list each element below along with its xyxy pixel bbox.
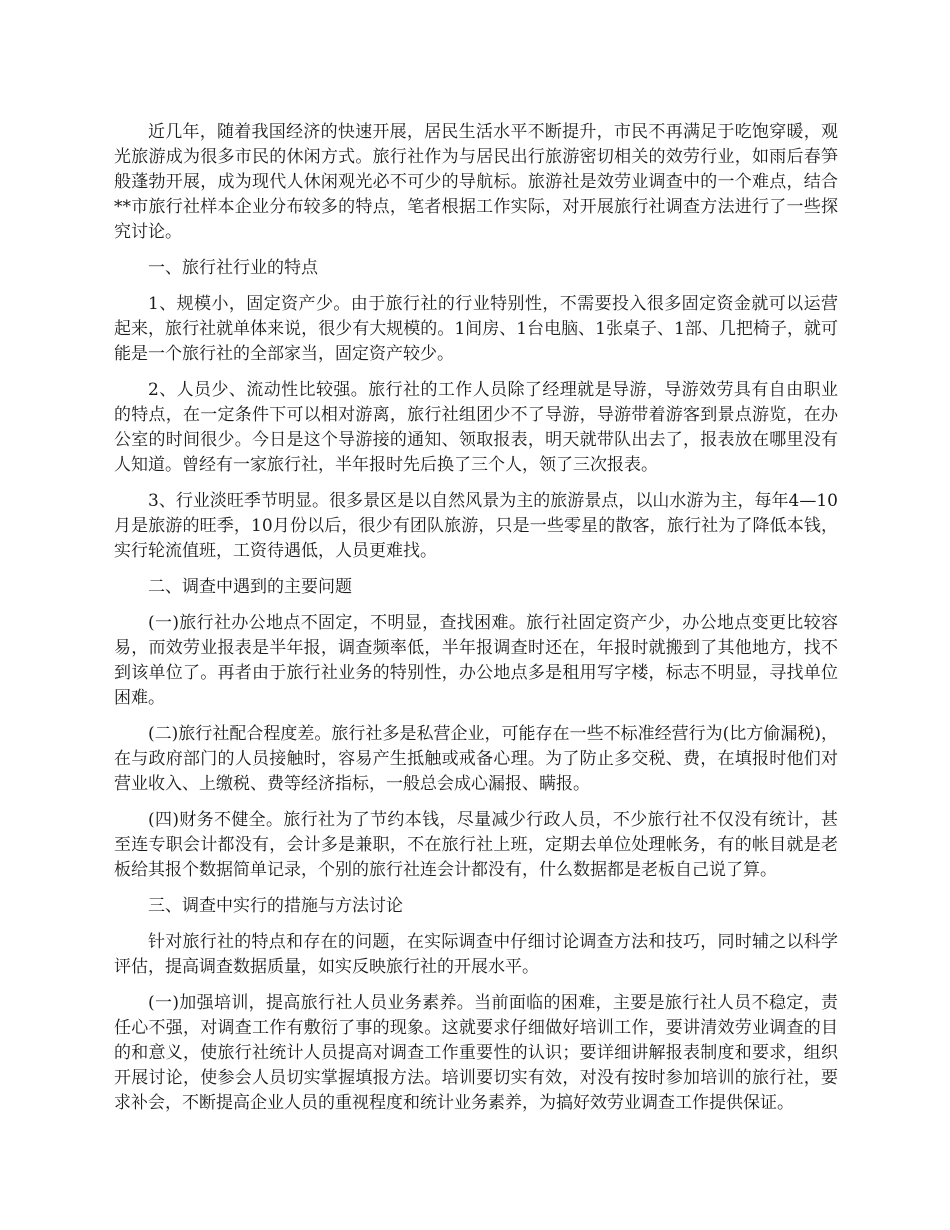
paragraph-cooperation-issue: (二)旅行社配合程度差。旅行社多是私营企业，可能存在一些不标准经营行为(比方偷漏税)，在与政府部门的人员接触时，容易产生抵触或戒备心理。为了防止多交税、费，在填报时他们对营业收入、上缴税、费等经济指标，一般总会成心漏报、瞒报。 (114, 724, 838, 794)
section-heading-1: 一、旅行社行业的特点 (148, 258, 318, 278)
paragraph-staff-mobility: 2、人员少、流动性比较强。旅行社的工作人员除了经理就是导游，导游效劳具有自由职业的特点，在一定条件下可以相对游离，旅行社组团少不了导游，导游带着游客到景点游览，在办公室的时间很少。今日是这个导游接的通知、领取报表，明天就带队出去了，报表放在哪里没有人知道。曾经有一家旅行社，半年报时先后换了三个人，领了三次报表。 (114, 380, 838, 475)
document-body (114, 120, 838, 1127)
section-heading-3: 三、调查中实行的措施与方法讨论 (148, 896, 403, 916)
paragraph-scale-small: 1、规模小，固定资产少。由于旅行社的行业特别性，不需要投入很多固定资金就可以运营起来，旅行社就单体来说，很少有大规模的。1间房、1台电脑、1张桌子、1部、几把椅子，就可能是一个旅行社的全部家当，固定资产较少。 (114, 294, 838, 364)
paragraph-approach: 针对旅行社的特点和存在的问题，在实际调查中仔细讨论调查方法和技巧，同时辅之以科学评估，提高调查数据质量，如实反映旅行社的开展水平。 (114, 932, 838, 977)
paragraph-training: (一)加强培训，提高旅行社人员业务素养。当前面临的困难，主要是旅行社人员不稳定，责任心不强，对调查工作有敷衍了事的现象。这就要求仔细做好培训工作，要讲清效劳业调查的目的和意义，使旅行社统计人员提高对调查工作重要性的认识；要详细讲解报表制度和要求，组织开展讨论，使参会人员切实掌握填报方法。培训要切实有效，对没有按时参加培训的旅行社，要求补会，不断提高企业人员的重视程度和统计业务素养，为搞好效劳业调查工作提供保证。 (114, 993, 838, 1113)
paragraph-seasonality: 3、行业淡旺季节明显。很多景区是以自然风景为主的旅游景点，以山水游为主，每年4—10月是旅游的旺季，10月份以后，很少有团队旅游，只是一些零星的散客，旅行社为了降低本钱，实行轮流值班，工资待遇低，人员更难找。 (114, 491, 838, 561)
paragraph-location-issue: (一)旅行社办公地点不固定，不明显，查找困难。旅行社固定资产少，办公地点变更比较容易，而效劳业报表是半年报，调查频率低，半年报调查时还在，年报时就搬到了其他地方，找不到该单位了。再者由于旅行社业务的特别性，办公地点多是租用写字楼，标志不明显，寻找单位困难。 (114, 613, 838, 708)
section-heading-2: 二、调查中遇到的主要问题 (148, 577, 352, 597)
intro-paragraph: 近几年，随着我国经济的快速开展，居民生活水平不断提升，市民不再满足于吃饱穿暖，观光旅游成为很多市民的休闲方式。旅行社作为与居民出行旅游密切相关的效劳行业，如雨后春笋般蓬勃开展，成为现代人休闲观光必不可少的导航标。旅游社是效劳业调查中的一个难点，结合**市旅行社样本企业分布较多的特点，笔者根据工作实际，对开展旅行社调查方法进行了一些探究讨论。 (114, 122, 838, 242)
paragraph-finance-issue: (四)财务不健全。旅行社为了节约本钱，尽量减少行政人员，不少旅行社不仅没有统计，甚至连专职会计都没有，会计多是兼职，不在旅行社上班，定期去单位处理帐务，有的帐目就是老板给其报个数据简单记录，个别的旅行社连会计都没有，什么数据都是老板自己说了算。 (114, 810, 838, 880)
